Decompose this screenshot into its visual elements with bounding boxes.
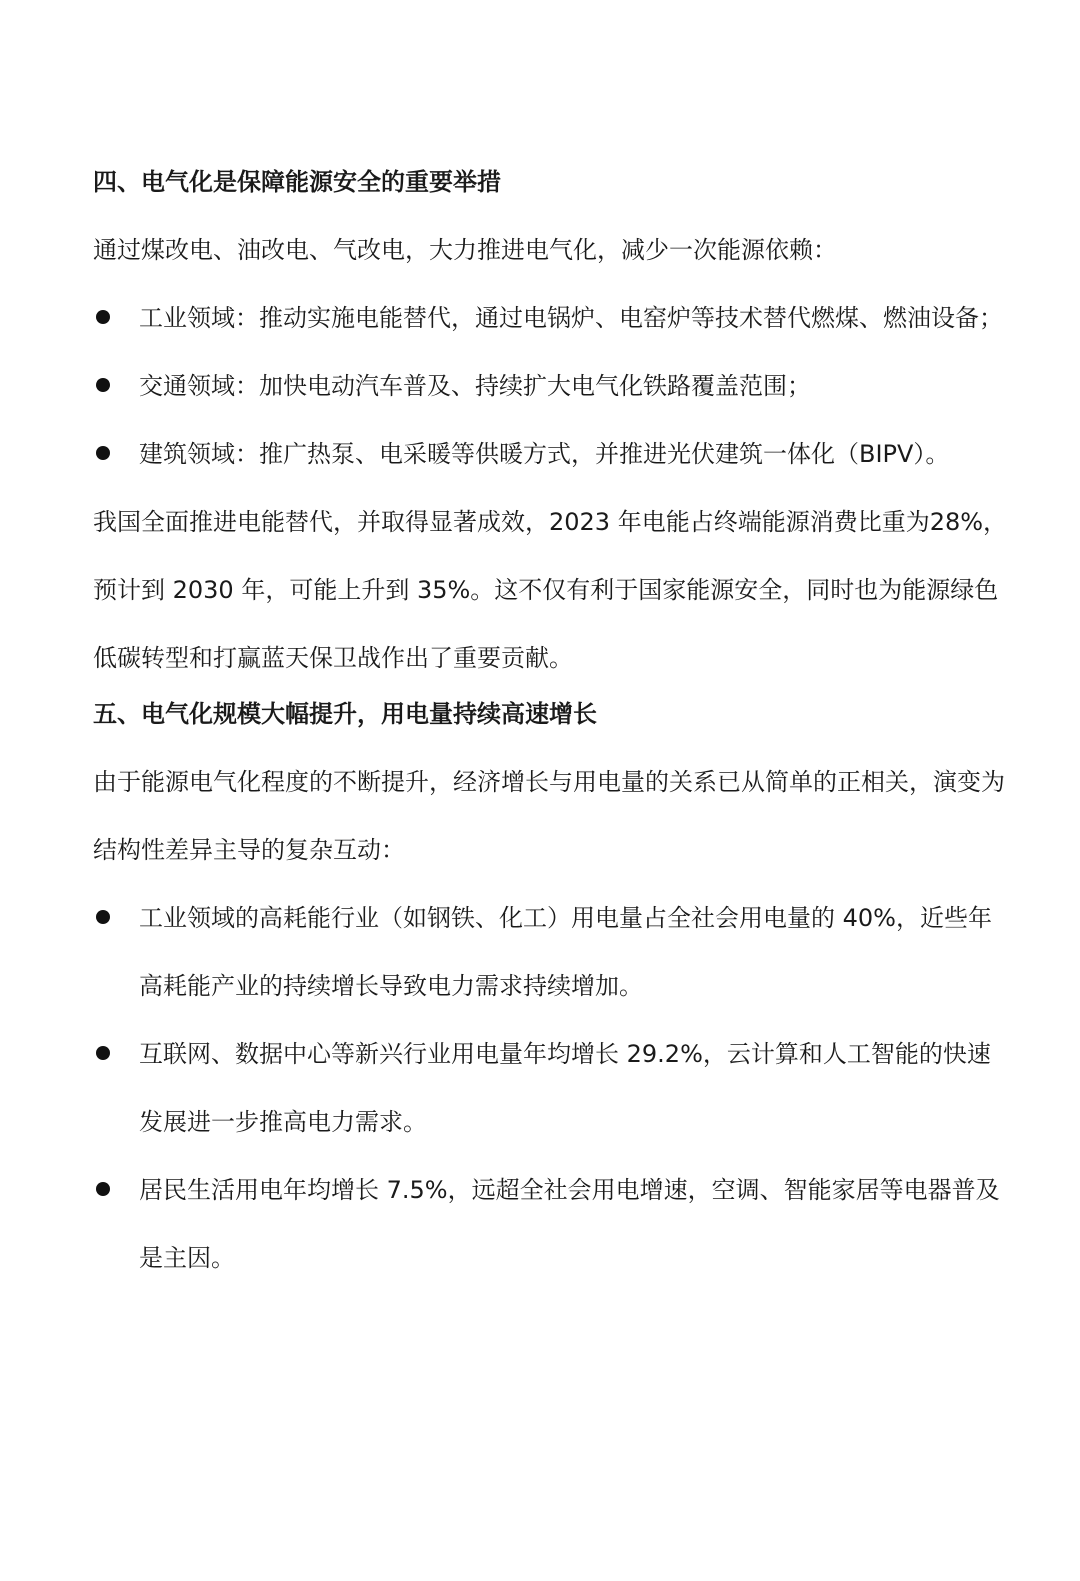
section-5-heading: 五、电气化规模大幅提升，用电量持续高速增长 <box>93 700 597 728</box>
bullet-icon <box>96 1046 110 1060</box>
list-item <box>93 420 1008 488</box>
list-item <box>93 884 1008 1020</box>
list-item <box>93 1020 1008 1156</box>
list-item-text: 工业领域：推动实施电能替代，通过电锅炉、电窑炉等技术替代燃煤、燃油设备； <box>139 304 1003 332</box>
bullet-icon <box>96 910 110 924</box>
list-item-text: 建筑领域：推广热泵、电采暖等供暖方式，并推进光伏建筑一体化（BIPV）。 <box>139 440 950 468</box>
section-4-bullet-list <box>93 284 1008 488</box>
section-4-conclusion: 我国全面推进电能替代，并取得显著成效，2023 年电能占终端能源消费比重为28%，预计到 2030 年，可能上升到 35%。这不仅有利于国家能源安全，同时也为能源绿色低碳转型和打赢蓝天保卫战作出了重要贡献。 <box>93 508 1008 672</box>
bullet-icon <box>96 1182 110 1196</box>
document-body <box>93 160 1008 1292</box>
section-5-bullet-list <box>93 884 1008 1292</box>
bullet-icon <box>96 310 110 324</box>
list-item-text: 交通领域：加快电动汽车普及、持续扩大电气化铁路覆盖范围； <box>139 372 811 400</box>
section-5-intro: 由于能源电气化程度的不断提升，经济增长与用电量的关系已从简单的正相关，演变为结构性差异主导的复杂互动： <box>93 768 1005 864</box>
section-4-heading: 四、电气化是保障能源安全的重要举措 <box>93 168 501 196</box>
list-item <box>93 352 1008 420</box>
list-item-text: 互联网、数据中心等新兴行业用电量年均增长 29.2%，云计算和人工智能的快速发展进一步推高电力需求。 <box>139 1040 991 1136</box>
list-item <box>93 284 1008 352</box>
bullet-icon <box>96 446 110 460</box>
list-item <box>93 1156 1008 1292</box>
list-item-text: 工业领域的高耗能行业（如钢铁、化工）用电量占全社会用电量的 40%，近些年高耗能产业的持续增长导致电力需求持续增加。 <box>139 904 992 1000</box>
section-4-intro: 通过煤改电、油改电、气改电，大力推进电气化，减少一次能源依赖： <box>93 236 837 264</box>
list-item-text: 居民生活用电年均增长 7.5%，远超全社会用电增速，空调、智能家居等电器普及是主因。 <box>139 1176 1000 1272</box>
bullet-icon <box>96 378 110 392</box>
